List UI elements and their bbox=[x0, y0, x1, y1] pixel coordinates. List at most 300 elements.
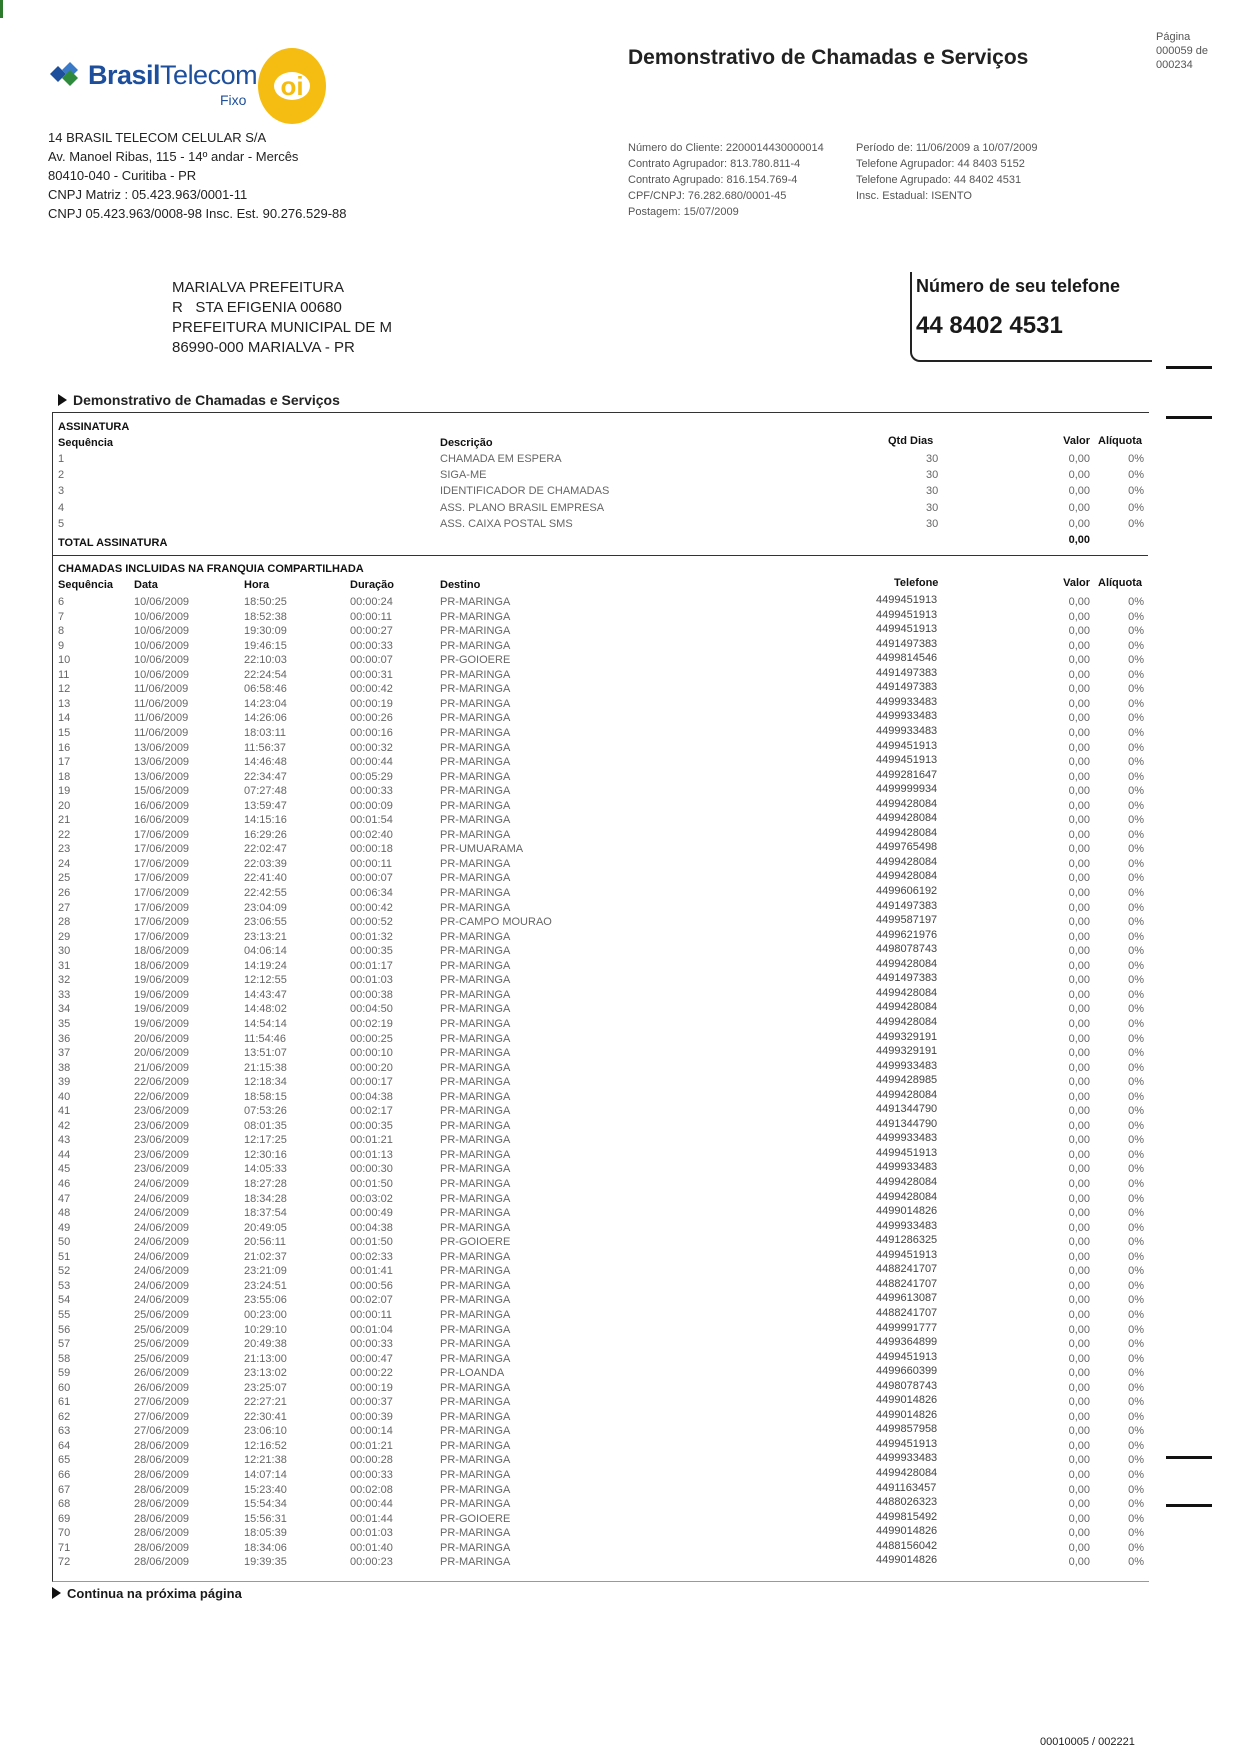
col-aliquota-header: Alíquota bbox=[1098, 577, 1142, 589]
date-cell: 27/06/2009 bbox=[134, 1396, 190, 1409]
aliquota-cell: 0% bbox=[1128, 814, 1144, 827]
valor-cell: 0,00 bbox=[1068, 857, 1090, 870]
valor-cell: 0,00 bbox=[1068, 1381, 1090, 1394]
destination-cell: PR-MARINGA bbox=[440, 1148, 511, 1161]
phone-cell: 4499428084 bbox=[876, 855, 938, 868]
seq-cell: 1 bbox=[58, 453, 65, 465]
company-info bbox=[48, 128, 346, 223]
arrow-right-icon bbox=[58, 394, 67, 406]
valor-cell: 0,00 bbox=[1068, 1192, 1090, 1205]
aliquota-cell: 0% bbox=[1128, 697, 1144, 710]
duration-cell: 00:00:14 bbox=[350, 1425, 393, 1438]
valor-cell: 0,00 bbox=[1068, 726, 1090, 739]
destination-cell: PR-MARINGA bbox=[440, 1425, 511, 1438]
duration-cell: 00:01:44 bbox=[350, 1512, 393, 1525]
time-cell: 14:05:33 bbox=[244, 1163, 287, 1176]
time-cell: 04:06:14 bbox=[244, 945, 287, 958]
duration-cell: 00:00:33 bbox=[350, 785, 393, 798]
valor-cell: 0,00 bbox=[1068, 770, 1090, 783]
duration-cell: 00:00:47 bbox=[350, 1352, 393, 1365]
valor-cell: 0,00 bbox=[1068, 1148, 1090, 1161]
date-cell: 26/06/2009 bbox=[134, 1381, 190, 1394]
duration-cell: 00:02:07 bbox=[350, 1294, 393, 1307]
description-cell: ASS. CAIXA POSTAL SMS bbox=[440, 517, 573, 530]
seq-cell: 37 bbox=[58, 1047, 71, 1060]
date-cell: 25/06/2009 bbox=[134, 1338, 190, 1351]
date-cell: 11/06/2009 bbox=[134, 712, 189, 725]
aliquota-cell: 0% bbox=[1128, 726, 1144, 739]
date-cell: 13/06/2009 bbox=[134, 756, 190, 769]
company-line: CNPJ 05.423.963/0008-98 Insc. Est. 90.276.529-88 bbox=[48, 206, 347, 221]
recipient-line: 86990-000 MARIALVA - PR bbox=[172, 339, 355, 356]
seq-cell: 69 bbox=[58, 1512, 71, 1525]
date-cell: 10/06/2009 bbox=[134, 639, 190, 652]
phone-cell: 4499933483 bbox=[876, 695, 938, 708]
time-cell: 23:06:55 bbox=[244, 916, 287, 929]
duration-cell: 00:04:50 bbox=[350, 1003, 393, 1016]
destination-cell: PR-MARINGA bbox=[440, 1207, 511, 1220]
time-cell: 12:12:55 bbox=[244, 974, 287, 987]
aliquota-cell: 0% bbox=[1128, 857, 1144, 870]
date-cell: 25/06/2009 bbox=[134, 1323, 190, 1336]
time-cell: 13:51:07 bbox=[244, 1047, 287, 1060]
aliquota-cell: 0% bbox=[1128, 1279, 1144, 1292]
time-cell: 18:52:38 bbox=[244, 610, 287, 623]
time-cell: 22:27:21 bbox=[244, 1396, 287, 1409]
total-assinatura-value: 0,00 bbox=[1068, 534, 1090, 546]
valor-cell: 0,00 bbox=[1068, 697, 1090, 710]
destination-cell: PR-MARINGA bbox=[440, 741, 511, 754]
phone-cell: 4491163457 bbox=[876, 1481, 937, 1494]
destination-cell: PR-MARINGA bbox=[440, 1265, 511, 1278]
phone-cell: 4491497383 bbox=[876, 972, 938, 985]
time-cell: 18:58:15 bbox=[244, 1090, 287, 1103]
seq-cell: 11 bbox=[58, 668, 70, 681]
col-aliquota-header: Alíquota bbox=[1098, 435, 1142, 447]
duration-cell: 00:00:30 bbox=[350, 1163, 393, 1176]
date-cell: 24/06/2009 bbox=[134, 1279, 190, 1292]
duration-cell: 00:02:17 bbox=[350, 1105, 393, 1118]
date-cell: 19/06/2009 bbox=[134, 988, 190, 1001]
phone-cell: 4499991777 bbox=[876, 1321, 938, 1334]
aliquota-cell: 0% bbox=[1128, 1469, 1144, 1481]
duration-cell: 00:00:42 bbox=[350, 683, 393, 696]
date-cell: 23/06/2009 bbox=[134, 1105, 190, 1118]
valor-cell: 0,00 bbox=[1068, 872, 1090, 885]
valor-cell: 0,00 bbox=[1068, 1338, 1090, 1351]
aliquota-cell: 0% bbox=[1128, 1498, 1144, 1511]
seq-cell: 24 bbox=[58, 857, 71, 870]
duration-cell: 00:00:20 bbox=[350, 1061, 393, 1074]
chamadas-title: CHAMADAS INCLUIDAS NA FRANQUIA COMPARTILHADA bbox=[58, 563, 364, 575]
aliquota-cell: 0% bbox=[1128, 1236, 1144, 1249]
valor-cell: 0,00 bbox=[1068, 596, 1090, 608]
phone-cell: 4488156042 bbox=[876, 1539, 938, 1552]
destination-cell: PR-MARINGA bbox=[440, 1396, 511, 1409]
seq-cell: 4 bbox=[58, 501, 65, 514]
seq-cell: 38 bbox=[58, 1061, 71, 1074]
valor-cell: 0,00 bbox=[1068, 828, 1090, 841]
destination-cell: PR-MARINGA bbox=[440, 697, 511, 710]
aliquota-cell: 0% bbox=[1128, 872, 1144, 885]
valor-cell: 0,00 bbox=[1068, 668, 1090, 681]
aliquota-cell: 0% bbox=[1128, 1192, 1144, 1205]
aliquota-cell: 0% bbox=[1128, 668, 1144, 681]
col-valor-header: Valor bbox=[1063, 435, 1090, 447]
section-title: Demonstrativo de Chamadas e Serviços bbox=[58, 392, 340, 408]
phone-cell: 4499451913 bbox=[876, 1146, 938, 1159]
date-cell: 11/06/2009 bbox=[134, 683, 189, 696]
valor-cell: 0,00 bbox=[1068, 1294, 1090, 1307]
valor-cell: 0,00 bbox=[1068, 1076, 1090, 1089]
seq-cell: 41 bbox=[58, 1105, 71, 1118]
seq-cell: 2 bbox=[58, 469, 65, 482]
seq-cell: 28 bbox=[58, 916, 71, 929]
date-cell: 19/06/2009 bbox=[134, 1017, 190, 1030]
seq-cell: 6 bbox=[58, 596, 65, 608]
valor-cell: 0,00 bbox=[1068, 1265, 1090, 1278]
duration-cell: 00:01:03 bbox=[350, 974, 393, 987]
phone-cell: 4498078743 bbox=[876, 1379, 938, 1392]
time-cell: 12:18:34 bbox=[244, 1076, 287, 1089]
destination-cell: PR-MARINGA bbox=[440, 828, 511, 841]
seq-cell: 47 bbox=[58, 1192, 71, 1205]
time-cell: 18:27:28 bbox=[244, 1178, 287, 1190]
margin-tick bbox=[1166, 1456, 1212, 1459]
time-cell: 23:06:10 bbox=[244, 1425, 287, 1438]
time-cell: 19:39:35 bbox=[244, 1556, 287, 1569]
seq-cell: 10 bbox=[58, 654, 71, 667]
phone-cell: 4499933483 bbox=[876, 1452, 938, 1465]
valor-cell: 0,00 bbox=[1068, 1047, 1090, 1060]
aliquota-cell: 0% bbox=[1128, 1381, 1144, 1394]
aliquota-cell: 0% bbox=[1128, 1512, 1144, 1525]
aliquota-cell: 0% bbox=[1128, 1061, 1144, 1074]
destination-cell: PR-MARINGA bbox=[440, 756, 511, 769]
time-cell: 14:26:06 bbox=[244, 712, 287, 725]
seq-cell: 45 bbox=[58, 1163, 71, 1176]
seq-cell: 34 bbox=[58, 1003, 71, 1016]
date-cell: 24/06/2009 bbox=[134, 1294, 190, 1307]
seq-cell: 29 bbox=[58, 930, 71, 943]
valor-cell: 0,00 bbox=[1068, 1425, 1090, 1438]
aliquota-cell: 0% bbox=[1128, 596, 1144, 608]
time-cell: 13:59:47 bbox=[244, 799, 287, 812]
date-cell: 27/06/2009 bbox=[134, 1410, 190, 1423]
brand-fixo: Fixo bbox=[220, 92, 247, 108]
aliquota-cell: 0% bbox=[1128, 843, 1144, 856]
date-cell: 17/06/2009 bbox=[134, 901, 190, 914]
time-cell: 12:17:25 bbox=[244, 1134, 287, 1147]
time-cell: 14:46:48 bbox=[244, 756, 287, 769]
duration-cell: 00:04:38 bbox=[350, 1090, 393, 1103]
valor-cell: 0,00 bbox=[1068, 1323, 1090, 1336]
aliquota-cell: 0% bbox=[1128, 1396, 1144, 1409]
destination-cell: PR-MARINGA bbox=[440, 610, 511, 623]
destination-cell: PR-MARINGA bbox=[440, 945, 511, 958]
phone-cell: 4499660399 bbox=[876, 1365, 938, 1378]
phone-label: Número de seu telefone bbox=[916, 276, 1121, 296]
valor-cell: 0,00 bbox=[1068, 1352, 1090, 1365]
destination-cell: PR-GOIOERE bbox=[440, 1236, 511, 1249]
phone-cell: 4499428084 bbox=[876, 797, 938, 810]
seq-cell: 62 bbox=[58, 1410, 71, 1423]
aliquota-cell: 0% bbox=[1128, 1076, 1144, 1089]
col-hora-header: Hora bbox=[244, 579, 270, 591]
valor-cell: 0,00 bbox=[1068, 1410, 1090, 1423]
valor-cell: 0,00 bbox=[1068, 959, 1090, 972]
phone-cell: 4499451913 bbox=[876, 623, 938, 636]
qtd-dias-cell: 30 bbox=[926, 501, 939, 514]
recipient-line: MARIALVA PREFEITURA bbox=[172, 279, 344, 296]
time-cell: 12:16:52 bbox=[244, 1439, 287, 1452]
date-cell: 17/06/2009 bbox=[134, 843, 190, 856]
duration-cell: 00:01:04 bbox=[350, 1323, 393, 1336]
valor-cell: 0,00 bbox=[1068, 1207, 1090, 1220]
valor-cell: 0,00 bbox=[1068, 1483, 1090, 1496]
recipient-address bbox=[172, 278, 392, 358]
destination-cell: PR-MARINGA bbox=[440, 770, 511, 783]
brand-logo bbox=[48, 48, 338, 128]
phone-cell: 4499428084 bbox=[876, 812, 938, 825]
continue-note: Continua na próxima página bbox=[52, 1586, 242, 1601]
destination-cell: PR-MARINGA bbox=[440, 668, 511, 681]
time-cell: 18:37:54 bbox=[244, 1207, 287, 1220]
date-cell: 27/06/2009 bbox=[134, 1425, 190, 1438]
seq-cell: 53 bbox=[58, 1279, 71, 1292]
date-cell: 17/06/2009 bbox=[134, 930, 190, 943]
aliquota-cell: 0% bbox=[1128, 1119, 1144, 1132]
col-duracao-header: Duração bbox=[350, 579, 395, 591]
time-cell: 15:54:34 bbox=[244, 1498, 287, 1511]
date-cell: 28/06/2009 bbox=[134, 1483, 190, 1496]
time-cell: 21:02:37 bbox=[244, 1250, 287, 1263]
time-cell: 23:24:51 bbox=[244, 1279, 287, 1292]
brand-name: BrasilTelecom bbox=[88, 60, 258, 90]
valor-cell: 0,00 bbox=[1068, 988, 1090, 1001]
time-cell: 00:23:00 bbox=[244, 1308, 287, 1321]
section-divider bbox=[52, 555, 1148, 556]
destination-cell: PR-MARINGA bbox=[440, 1527, 511, 1540]
seq-cell: 30 bbox=[58, 945, 71, 958]
duration-cell: 00:00:11 bbox=[350, 1308, 393, 1321]
time-cell: 06:58:46 bbox=[244, 683, 287, 696]
seq-cell: 60 bbox=[58, 1381, 71, 1394]
phone-cell: 4499606192 bbox=[876, 885, 938, 897]
time-cell: 11:56:37 bbox=[244, 741, 287, 754]
seq-cell: 17 bbox=[58, 756, 71, 769]
destination-cell: PR-MARINGA bbox=[440, 872, 511, 885]
duration-cell: 00:00:33 bbox=[350, 639, 393, 652]
arrow-right-icon bbox=[52, 1587, 61, 1599]
document-code: 00010005 / 002221 bbox=[1040, 1736, 1135, 1748]
time-cell: 07:53:26 bbox=[244, 1105, 287, 1118]
postagem: Postagem: 15/07/2009 bbox=[628, 206, 739, 218]
seq-cell: 13 bbox=[58, 697, 71, 710]
duration-cell: 00:00:56 bbox=[350, 1279, 393, 1292]
time-cell: 21:13:00 bbox=[244, 1352, 287, 1365]
date-cell: 16/06/2009 bbox=[134, 799, 190, 812]
aliquota-cell: 0% bbox=[1128, 901, 1144, 914]
date-cell: 22/06/2009 bbox=[134, 1090, 190, 1103]
date-cell: 11/06/2009 bbox=[134, 726, 189, 739]
valor-cell: 0,00 bbox=[1068, 930, 1090, 943]
destination-cell: PR-MARINGA bbox=[440, 1294, 511, 1307]
aliquota-cell: 0% bbox=[1128, 1221, 1144, 1234]
seq-cell: 9 bbox=[58, 639, 65, 652]
destination-cell: PR-MARINGA bbox=[440, 1279, 511, 1292]
time-cell: 15:23:40 bbox=[244, 1483, 287, 1496]
company-line: 80410-040 - Curitiba - PR bbox=[48, 168, 197, 183]
date-cell: 19/06/2009 bbox=[134, 974, 190, 987]
brasil-telecom-icon bbox=[48, 60, 82, 88]
date-cell: 10/06/2009 bbox=[134, 668, 190, 681]
date-cell: 13/06/2009 bbox=[134, 741, 190, 754]
aliquota-cell: 0% bbox=[1128, 1483, 1144, 1496]
cpf-cnpj: CPF/CNPJ: 76.282.680/0001-45 bbox=[628, 190, 787, 202]
duration-cell: 00:00:33 bbox=[350, 1338, 393, 1351]
valor-cell: 0,00 bbox=[1068, 1498, 1090, 1511]
document-title: Demonstrativo de Chamadas e Serviços bbox=[628, 46, 1029, 69]
aliquota-cell: 0% bbox=[1128, 610, 1144, 623]
destination-cell: PR-MARINGA bbox=[440, 1381, 511, 1394]
aliquota-cell: 0% bbox=[1128, 1105, 1144, 1118]
destination-cell: PR-MARINGA bbox=[440, 799, 511, 812]
date-cell: 16/06/2009 bbox=[134, 814, 190, 827]
destination-cell: PR-MARINGA bbox=[440, 1076, 511, 1089]
destination-cell: PR-MARINGA bbox=[440, 1061, 511, 1074]
aliquota-cell: 0% bbox=[1128, 1425, 1144, 1438]
qtd-dias-cell: 30 bbox=[926, 469, 939, 482]
valor-cell: 0,00 bbox=[1068, 1105, 1090, 1118]
page-info bbox=[1156, 30, 1232, 72]
time-cell: 18:03:11 bbox=[244, 726, 287, 739]
phone-box bbox=[910, 272, 1152, 362]
date-cell: 10/06/2009 bbox=[134, 596, 190, 608]
valor-cell: 0,00 bbox=[1068, 1396, 1090, 1409]
aliquota-cell: 0% bbox=[1128, 916, 1144, 929]
valor-cell: 0,00 bbox=[1068, 1178, 1090, 1190]
time-cell: 22:41:40 bbox=[244, 872, 287, 885]
description-cell: SIGA-ME bbox=[440, 469, 487, 482]
valor-cell: 0,00 bbox=[1068, 1163, 1090, 1176]
duration-cell: 00:00:23 bbox=[350, 1556, 393, 1569]
date-cell: 24/06/2009 bbox=[134, 1207, 190, 1220]
description-cell: CHAMADA EM ESPERA bbox=[440, 453, 562, 465]
aliquota-cell: 0% bbox=[1128, 887, 1144, 899]
duration-cell: 00:00:32 bbox=[350, 741, 393, 754]
phone-cell: 4491497383 bbox=[876, 666, 938, 679]
aliquota-cell: 0% bbox=[1128, 1367, 1144, 1380]
destination-cell: PR-LOANDA bbox=[440, 1367, 505, 1380]
phone-cell: 4499451913 bbox=[876, 594, 938, 606]
valor-cell: 0,00 bbox=[1068, 756, 1090, 769]
seq-cell: 48 bbox=[58, 1207, 71, 1220]
aliquota-cell: 0% bbox=[1128, 1294, 1144, 1307]
aliquota-cell: 0% bbox=[1128, 1352, 1144, 1365]
description-cell: IDENTIFICADOR DE CHAMADAS bbox=[440, 485, 610, 498]
duration-cell: 00:01:13 bbox=[350, 1148, 393, 1161]
valor-cell: 0,00 bbox=[1068, 639, 1090, 652]
time-cell: 16:29:26 bbox=[244, 828, 287, 841]
date-cell: 17/06/2009 bbox=[134, 887, 190, 899]
destination-cell: PR-MARINGA bbox=[440, 785, 511, 798]
valor-cell: 0,00 bbox=[1068, 1003, 1090, 1016]
phone-cell: 4499857958 bbox=[876, 1423, 938, 1436]
phone-cell: 4499933483 bbox=[876, 1132, 938, 1145]
destination-cell: PR-MARINGA bbox=[440, 901, 511, 914]
phone-cell: 4499428985 bbox=[876, 1074, 938, 1087]
phone-agrupador: Telefone Agrupador: 44 8403 5152 bbox=[856, 158, 1025, 170]
date-cell: 11/06/2009 bbox=[134, 697, 189, 710]
date-cell: 17/06/2009 bbox=[134, 857, 190, 870]
aliquota-cell: 0% bbox=[1128, 1163, 1144, 1176]
phone-cell: 4499613087 bbox=[876, 1292, 938, 1305]
time-cell: 14:15:16 bbox=[244, 814, 287, 827]
phone-cell: 4491497383 bbox=[876, 637, 938, 650]
duration-cell: 00:02:33 bbox=[350, 1250, 393, 1263]
duration-cell: 00:05:29 bbox=[350, 770, 393, 783]
seq-cell: 20 bbox=[58, 799, 71, 812]
aliquota-cell: 0% bbox=[1128, 1308, 1144, 1321]
duration-cell: 00:00:33 bbox=[350, 1469, 393, 1481]
aliquota-cell: 0% bbox=[1128, 1410, 1144, 1423]
aliquota-cell: 0% bbox=[1128, 756, 1144, 769]
valor-cell: 0,00 bbox=[1068, 1439, 1090, 1452]
duration-cell: 00:00:11 bbox=[350, 857, 393, 870]
valor-cell: 0,00 bbox=[1068, 1061, 1090, 1074]
phone-cell: 4499428084 bbox=[876, 986, 938, 999]
aliquota-cell: 0% bbox=[1128, 1148, 1144, 1161]
seq-cell: 8 bbox=[58, 625, 65, 638]
qtd-dias-cell: 30 bbox=[926, 485, 939, 498]
duration-cell: 00:00:18 bbox=[350, 843, 393, 856]
col-seq-header: Sequência bbox=[58, 579, 114, 591]
destination-cell: PR-MARINGA bbox=[440, 1250, 511, 1263]
phone-cell: 4499428084 bbox=[876, 870, 938, 883]
duration-cell: 00:04:38 bbox=[350, 1221, 393, 1234]
valor-cell: 0,00 bbox=[1068, 625, 1090, 638]
time-cell: 19:46:15 bbox=[244, 639, 287, 652]
seq-cell: 26 bbox=[58, 887, 71, 899]
time-cell: 22:03:39 bbox=[244, 857, 287, 870]
duration-cell: 00:00:17 bbox=[350, 1076, 393, 1089]
destination-cell: PR-MARINGA bbox=[440, 1352, 511, 1365]
destination-cell: PR-MARINGA bbox=[440, 683, 511, 696]
date-cell: 13/06/2009 bbox=[134, 770, 190, 783]
time-cell: 14:19:24 bbox=[244, 959, 287, 972]
destination-cell: PR-MARINGA bbox=[440, 1119, 511, 1132]
time-cell: 18:34:06 bbox=[244, 1541, 287, 1554]
phone-cell: 4499933483 bbox=[876, 724, 938, 737]
seq-cell: 71 bbox=[58, 1541, 71, 1554]
seq-cell: 63 bbox=[58, 1425, 71, 1438]
valor-cell: 0,00 bbox=[1068, 683, 1090, 696]
seq-cell: 57 bbox=[58, 1338, 71, 1351]
valor-cell: 0,00 bbox=[1068, 814, 1090, 827]
margin-tick bbox=[1166, 366, 1212, 369]
time-cell: 15:56:31 bbox=[244, 1512, 287, 1525]
margin-tick bbox=[1166, 416, 1212, 419]
time-cell: 22:10:03 bbox=[244, 654, 287, 667]
date-cell: 10/06/2009 bbox=[134, 610, 190, 623]
seq-cell: 68 bbox=[58, 1498, 71, 1511]
phone-cell: 4499428084 bbox=[876, 957, 938, 970]
seq-cell: 3 bbox=[58, 485, 65, 498]
total-assinatura-label: TOTAL ASSINATURA bbox=[58, 537, 168, 549]
phone-cell: 4499933483 bbox=[876, 1219, 938, 1232]
valor-cell: 0,00 bbox=[1068, 799, 1090, 812]
